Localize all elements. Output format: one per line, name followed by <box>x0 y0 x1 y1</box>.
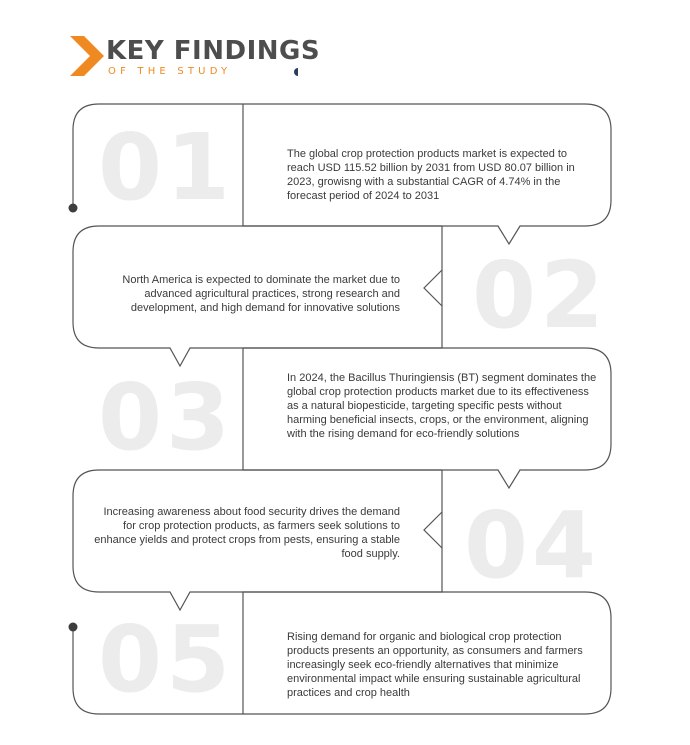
finding-number-03: 03 <box>98 364 235 471</box>
finding-number-02: 02 <box>472 242 609 349</box>
finding-number-01: 01 <box>98 114 235 221</box>
finding-text-04: Increasing awareness about food security drives the demand for crop protection products, as farmers seek solutions to enhance yields and protect crops from pests, ensuring a stable food supply. <box>94 506 400 560</box>
page-subtitle: OF THE STUDY <box>108 66 232 77</box>
start-dot-icon <box>69 204 78 213</box>
finding-text-03: In 2024, the Bacillus Thuringiensis (BT) segment dominates the global crop protection products market due to its effectiveness as a natural biopesticide, targeting specific pests without harming beneficial insects, crops, or the environment, aligning with the rising demand for eco-friendly solutions <box>287 372 597 440</box>
finding-number-05: 05 <box>98 606 235 713</box>
end-dot-icon <box>69 623 78 632</box>
finding-number-04: 04 <box>464 492 601 599</box>
finding-text-01: The global crop protection products market is expected to reach USD 115.52 billion by 2031 from USD 80.07 billion in 2023, growisng with a substantial CAGR of 4.74% in the forecast period of 2024 to 2031 <box>287 148 575 202</box>
finding-text-02: North America is expected to dominate the market due to advanced agricultural practices, strong research and development, and high demand for innovative solutions <box>122 274 400 314</box>
page-title: KEY FINDINGS <box>106 36 321 66</box>
finding-text-05: Rising demand for organic and biological crop protection products presents an opportunity, as consumers and farmers increasingly seek eco-friendly alternatives that minimize environmental impact while ensuring sustainable agricultural practices and crop health <box>287 631 583 699</box>
